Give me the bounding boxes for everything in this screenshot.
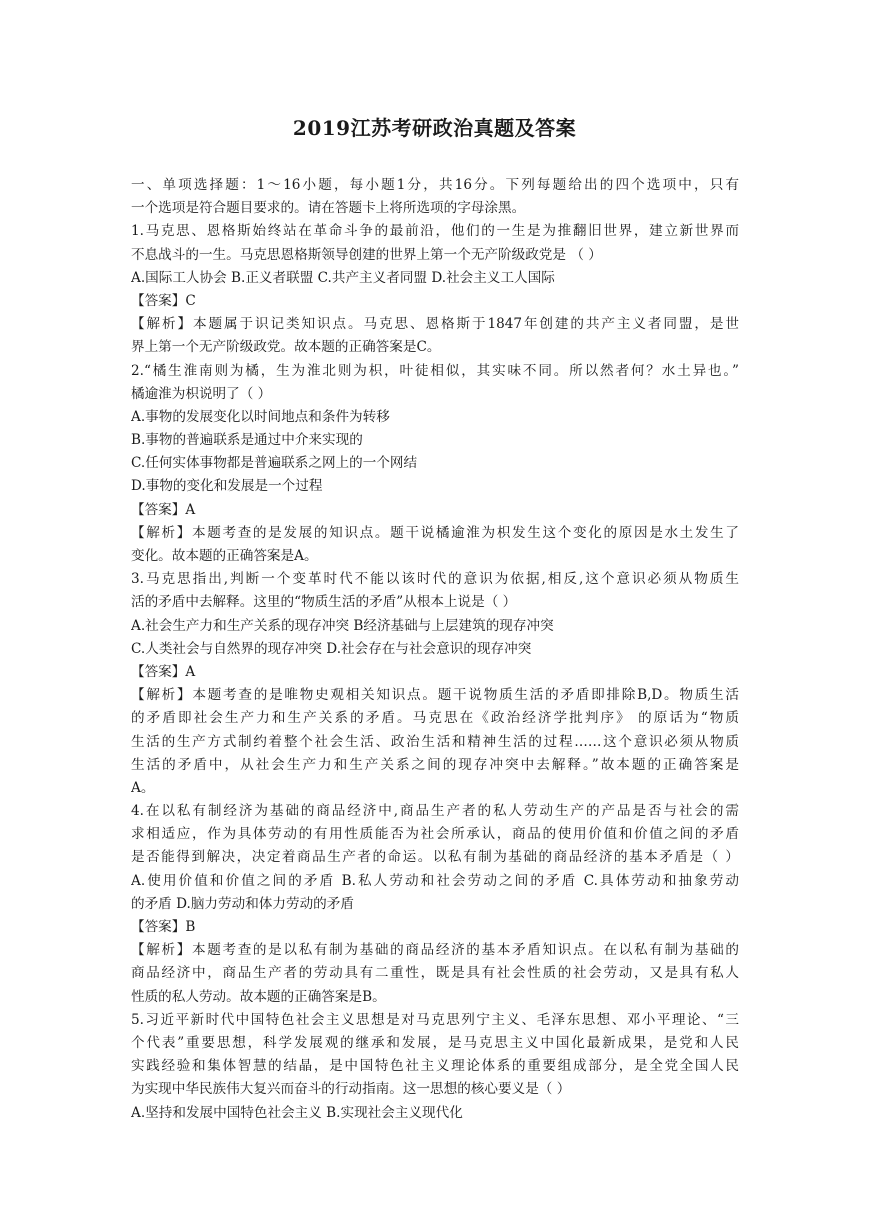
text-line: 一个选项是符合题目要求的。请在答题卡上将所选项的字母涂黑。: [131, 200, 526, 217]
text-line: A.国际工人协会 B.正义者联盟 C.共产主义者同盟 D.社会主义工人国际: [131, 269, 555, 286]
text-line: 实践经验和集体智慧的结晶，是中国特色社主义理论体系的重要组成部分，是全党全国人民: [131, 1058, 739, 1075]
text-line: 生活的矛盾中，从社会生产力和生产关系之间的现存冲突中去解释。”故本题的正确答案是: [131, 756, 739, 773]
text-line: 【答案】A: [131, 663, 196, 680]
text-line: 的矛盾即社会生产力和生产关系的矛盾。马克思在《政治经济学批判序》 的原话为“物质: [131, 710, 739, 727]
text-line: 【解析】本题考查的是以私有制为基础的商品经济的基本矛盾知识点。在以私有制为基础的: [131, 942, 739, 959]
text-line: 个代表”重要思想，科学发展观的继承和发展，是马克思主义中国化最新成果，是党和人民: [131, 1034, 739, 1051]
text-line: 【答案】B: [131, 919, 196, 935]
text-line: 【答案】A: [131, 501, 196, 518]
text-line: 商品经济中，商品生产者的劳动具有二重性，既是具有社会性质的社会劳动，又是具有私人: [131, 965, 739, 982]
text-line: 2.“橘生淮南则为橘，生为淮北则为枳，叶徒相似，其实味不同。所以然者何？水土异也。”: [131, 362, 739, 379]
text-line: A.社会生产力和生产关系的现存冲突 B经济基础与上层建筑的现存冲突: [131, 617, 554, 634]
text-line: 【解析】本题考查的是发展的知识点。题干说橘逾淮为枳发生这个变化的原因是水土发生了: [131, 524, 739, 541]
text-line: 变化。故本题的正确答案是A。: [131, 548, 318, 564]
text-line: A.坚持和发展中国特色社会主义 B.实现社会主义现代化: [131, 1104, 463, 1121]
text-line: D.事物的变化和发展是一个过程: [131, 478, 323, 495]
document-body: [131, 174, 739, 1125]
text-line: 【解析】本题属于识记类知识点。马克思、恩格斯于1847年创建的共产主义者同盟，是世: [131, 316, 739, 333]
text-line: 生活的生产方式制约着整个社会生活、政治生活和精神生活的过程……这个意识必须从物质: [131, 733, 739, 750]
text-line: 界上第一个无产阶级政党。故本题的正确答案是C。: [131, 339, 441, 356]
text-line: 性质的私人劳动。故本题的正确答案是B。: [131, 988, 386, 1005]
text-line: 橘逾淮为枳说明了（ ）: [131, 385, 272, 402]
text-line: 【解析】本题考查的是唯物史观相关知识点。题干说物质生活的矛盾即排除B,D。物质生活: [131, 687, 739, 704]
text-line: 求相适应，作为具体劳动的有用性质能否为社会所承认，商品的使用价值和价值之间的矛盾: [131, 826, 739, 843]
text-line: 4.在以私有制经济为基础的商品经济中,商品生产者的私人劳动生产的产品是否与社会的需: [131, 803, 739, 820]
text-line: A.事物的发展变化以时间地点和条件为转移: [131, 408, 390, 425]
text-line: A。: [131, 779, 155, 796]
text-line: 【答案】C: [131, 292, 196, 309]
text-line: C.任何实体事物都是普遍联系之网上的一个网结: [131, 455, 418, 472]
text-line: B.事物的普遍联系是通过中介来实现的: [131, 432, 363, 449]
text-line: 不息战斗的一生。马克思恩格斯领导创建的世界上第一个无产阶级政党是 （ ）: [131, 246, 602, 263]
text-line: 活的矛盾中去解释。这里的“物质生活的矛盾”从根本上说是（ ）: [131, 594, 517, 611]
text-line: 3.马克思指出,判断一个变革时代不能以该时代的意识为依据,相反,这个意识必须从物质生: [131, 571, 739, 588]
text-line: 为实现中华民族伟大复兴而奋斗的行动指南。这一思想的核心要义是（ ）: [131, 1081, 571, 1098]
text-line: 的矛盾 D.脑力劳动和体力劳动的矛盾: [131, 895, 354, 912]
text-line: C.人类社会与自然界的现存冲突 D.社会存在与社会意识的现存冲突: [131, 640, 532, 657]
text-line: 一、单项选择题：1～16小题，每小题1分，共16分。下列每题给出的四个选项中，只有: [131, 177, 739, 193]
text-line: 1.马克思、恩格斯始终站在革命斗争的最前沿，他们的一生是为推翻旧世界，建立新世界而: [131, 223, 739, 240]
text-line: A.使用价值和价值之间的矛盾 B.私人劳动和社会劳动之间的矛盾 C.具体劳动和抽象劳动: [131, 872, 739, 889]
text-line: 是否能得到解决，决定着商品生产者的命运。以私有制为基础的商品经济的基本矛盾是（ ）: [131, 849, 739, 866]
text-line: 5.习近平新时代中国特色社会主义思想是对马克思列宁主义、毛泽东思想、邓小平理论、“三: [131, 1011, 739, 1028]
document-title: 2019江苏考研政治真题及答案: [292, 116, 577, 140]
